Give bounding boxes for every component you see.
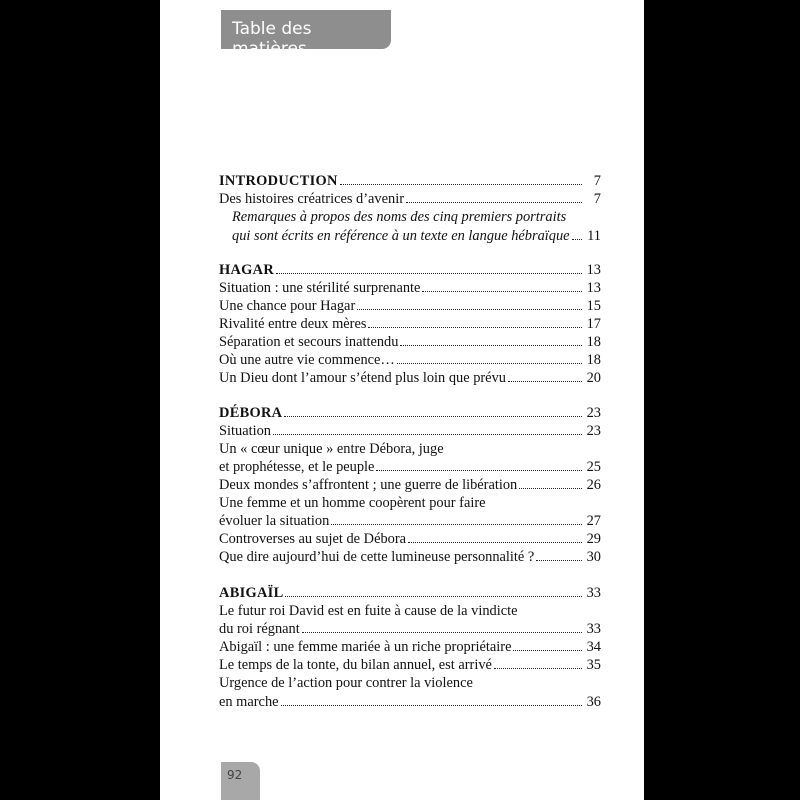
toc-entry[interactable]: Controverses au sujet de Débora 29 — [219, 531, 601, 547]
toc-entry[interactable]: en marche 36 — [219, 694, 601, 710]
toc-section-abigail[interactable]: ABIGAÏL 33 — [219, 585, 601, 601]
page-number-tab — [221, 762, 260, 800]
toc-entry[interactable]: évoluer la situation 27 — [219, 513, 601, 529]
toc-section-hagar[interactable]: HAGAR 13 — [219, 262, 601, 278]
toc-entry-line: Le futur roi David est en fuite à cause de la vindicte — [219, 603, 518, 619]
header-tab — [221, 10, 391, 59]
book-page — [160, 0, 644, 800]
toc-entry[interactable]: Séparation et secours inattendu 18 — [219, 334, 601, 350]
toc-entry[interactable]: du roi régnant 33 — [219, 621, 601, 637]
toc-entry[interactable]: Rivalité entre deux mères 17 — [219, 316, 601, 332]
page-number: 92 — [227, 768, 243, 782]
toc-entry-line: Remarques à propos des noms des cinq premiers portraits — [232, 209, 567, 225]
toc-entry[interactable]: et prophétesse, et le peuple 25 — [219, 459, 601, 475]
toc-entry[interactable]: Un Dieu dont l’amour s’étend plus loin que prévu 20 — [219, 370, 601, 386]
toc-entry[interactable]: Des histoires créatrices d’avenir 7 — [219, 191, 601, 207]
toc-entry[interactable]: Où une autre vie commence… 18 — [219, 352, 601, 368]
toc-entry[interactable]: Deux mondes s’affrontent ; une guerre de libération 26 — [219, 477, 601, 493]
toc-entry-line: Urgence de l’action pour contrer la violence — [219, 675, 473, 691]
toc-entry[interactable]: Le temps de la tonte, du bilan annuel, est arrivé 35 — [219, 657, 601, 673]
toc-entry[interactable]: Situation 23 — [219, 423, 601, 439]
toc-entry-line: Une femme et un homme coopèrent pour faire — [219, 495, 486, 511]
toc-entry[interactable]: qui sont écrits en référence à un texte en langue hébraïque 11 — [232, 228, 601, 244]
toc-entry[interactable]: Situation : une stérilité surprenante 13 — [219, 280, 601, 296]
toc-entry[interactable]: Une chance pour Hagar 15 — [219, 298, 601, 314]
toc-entry-line: Un « cœur unique » entre Débora, juge — [219, 441, 444, 457]
page-title: Table des matières — [232, 19, 312, 59]
toc-section-introduction[interactable]: INTRODUCTION 7 — [219, 173, 601, 189]
toc-entry[interactable]: Abigaïl : une femme mariée à un riche propriétaire 34 — [219, 639, 601, 655]
toc-entry[interactable]: Que dire aujourd’hui de cette lumineuse personnalité ? 30 — [219, 549, 601, 565]
toc-section-debora[interactable]: DÉBORA 23 — [219, 405, 601, 421]
